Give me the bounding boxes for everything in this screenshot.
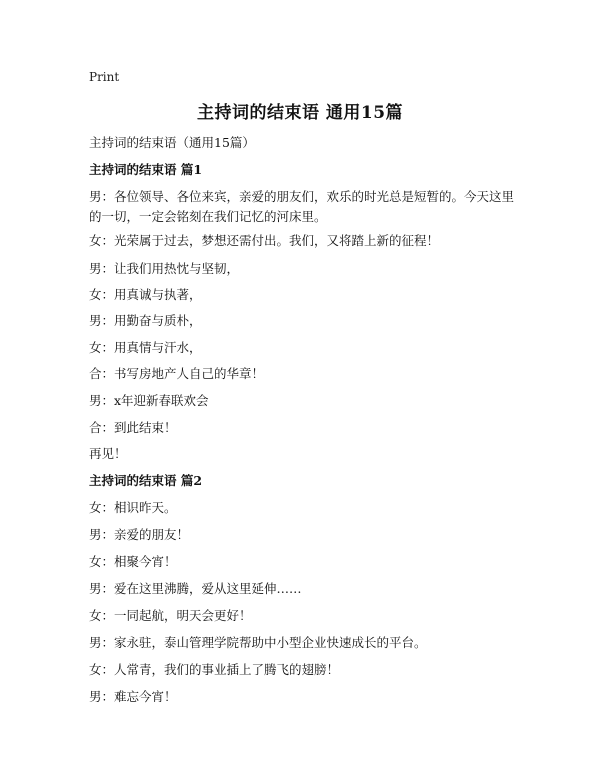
section-heading-1: 主持词的结束语 篇1 [89, 162, 203, 177]
document-title: 主持词的结束语 通用15篇 [196, 103, 404, 123]
paragraph: 女：一同起航，明天会更好！ [89, 608, 252, 623]
paragraph: 男：家永驻，泰山管理学院帮助中小型企业快速成长的平台。 [89, 635, 427, 650]
section-heading-2: 主持词的结束语 篇2 [89, 473, 203, 488]
print-label: Print [89, 70, 120, 84]
paragraph: 男：难忘今宵！ [89, 689, 177, 704]
paragraph: 男：x年迎新春联欢会 [89, 393, 209, 408]
paragraph: 女：相识昨天。 [89, 500, 177, 515]
paragraph: 女：用真情与汗水， [89, 340, 202, 355]
paragraph: 男：让我们用热忱与坚韧， [89, 261, 240, 276]
paragraph: 女：相聚今宵！ [89, 554, 177, 569]
paragraph: 合：到此结束！ [89, 420, 177, 435]
paragraph: 女：用真诚与执著， [89, 287, 202, 302]
paragraph: 女：人常青，我们的事业插上了腾飞的翅膀！ [89, 662, 340, 677]
paragraph: 男：爱在这里沸腾，爱从这里延伸…… [89, 581, 302, 596]
paragraph: 男：用勤奋与质朴， [89, 313, 202, 328]
paragraph: 男：各位领导、各位来宾，亲爱的朋友们，欢乐的时光总是短暂的。今天这里的一切，一定会铭刻在我们记忆的河床里。 [89, 189, 515, 224]
paragraph: 男：亲爱的朋友！ [89, 527, 190, 542]
document-subtitle: 主持词的结束语（通用15篇） [89, 135, 255, 150]
paragraph: 合：书写房地产人自己的华章！ [89, 366, 265, 381]
paragraph: 再见！ [89, 446, 127, 461]
paragraph: 女：光荣属于过去，梦想还需付出。我们，又将踏上新的征程！ [89, 233, 440, 248]
